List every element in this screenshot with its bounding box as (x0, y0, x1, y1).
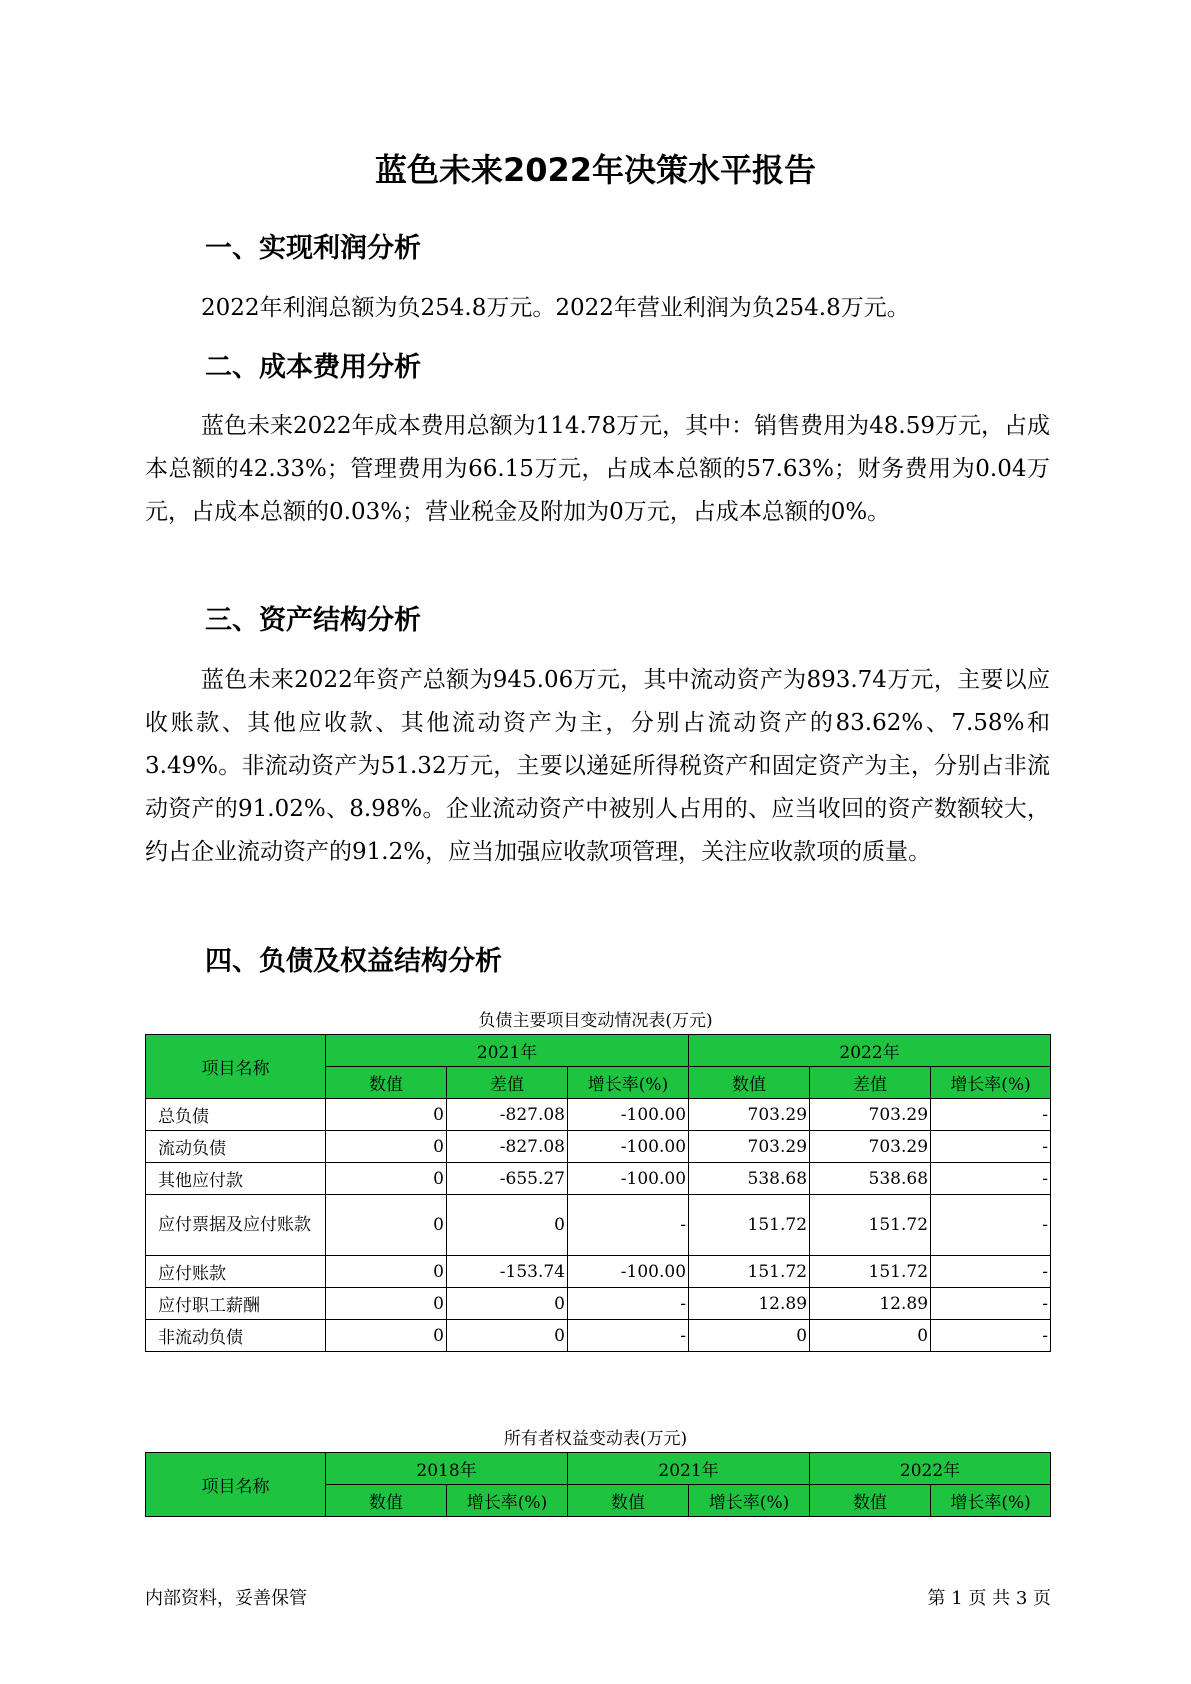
table-row (146, 1131, 1051, 1163)
equity-table (145, 1452, 1051, 1517)
table-subheader: 数值 (326, 1485, 447, 1517)
table-subheader: 数值 (810, 1485, 931, 1517)
section-heading-cost: 二、成本费用分析 (205, 352, 421, 383)
table-cell: 703.29 (810, 1131, 931, 1163)
table-cell: - (568, 1288, 689, 1320)
table-header-item-name: 项目名称 (146, 1035, 326, 1099)
table-cell-item: 应付职工薪酬 (146, 1288, 326, 1320)
table-cell: -100.00 (568, 1131, 689, 1163)
table-cell: -655.27 (447, 1163, 568, 1195)
table-cell: 0 (326, 1256, 447, 1288)
section-paragraph-profit: 2022年利润总额为负254.8万元。2022年营业利润为负254.8万元。 (201, 295, 910, 321)
table-cell: 151.72 (810, 1195, 931, 1256)
table-cell-item: 非流动负债 (146, 1320, 326, 1352)
table-subheader: 差值 (810, 1067, 931, 1099)
table-header-year: 2022年 (810, 1453, 1051, 1485)
table-cell: - (931, 1163, 1051, 1195)
table-cell-item: 其他应付款 (146, 1163, 326, 1195)
table-cell: 0 (326, 1163, 447, 1195)
table-cell: 0 (326, 1131, 447, 1163)
table-cell: - (931, 1195, 1051, 1256)
table-cell: 538.68 (689, 1163, 810, 1195)
table-cell-item: 应付账款 (146, 1256, 326, 1288)
table-cell-item: 总负债 (146, 1099, 326, 1131)
table-subheader: 数值 (689, 1067, 810, 1099)
table-header-year: 2021年 (326, 1035, 689, 1067)
table-cell: - (931, 1131, 1051, 1163)
table-subheader: 增长率(%) (931, 1485, 1051, 1517)
table-cell-item: 流动负债 (146, 1131, 326, 1163)
table-cell: 0 (326, 1195, 447, 1256)
table-cell: - (931, 1099, 1051, 1131)
table-cell: 0 (326, 1099, 447, 1131)
table-subheader: 增长率(%) (689, 1485, 810, 1517)
table-cell: 538.68 (810, 1163, 931, 1195)
table-cell: 12.89 (689, 1288, 810, 1320)
table-cell: -153.74 (447, 1256, 568, 1288)
table-header-year: 2018年 (326, 1453, 568, 1485)
table-subheader: 增长率(%) (931, 1067, 1051, 1099)
section-paragraph-assets: 蓝色未来2022年资产总额为945.06万元，其中流动资产为893.74万元，主要以应收账款、其他应收款、其他流动资产为主，分别占流动资产的83.62%、7.58%和3.49%。非流动资产为51.32万元，主要以递延所得税资产和固定资产为主，分别占非流动资产的91.02%、8.98%。企业流动资产中被别人占用的、应当收回的资产数额较大，约占企业流动资产的91.2%，应当加强应收款项管理，关注应收款项的质量。 (145, 667, 1050, 865)
table-header-item-name: 项目名称 (146, 1453, 326, 1517)
table-subheader: 数值 (326, 1067, 447, 1099)
table-cell: - (568, 1195, 689, 1256)
table-cell: 151.72 (689, 1195, 810, 1256)
table-cell: -100.00 (568, 1099, 689, 1131)
table-cell: 703.29 (689, 1131, 810, 1163)
equity-table-caption: 所有者权益变动表(万元) (503, 1429, 688, 1449)
table-cell: -827.08 (447, 1131, 568, 1163)
table-subheader: 增长率(%) (447, 1485, 568, 1517)
table-cell-item: 应付票据及应付账款 (146, 1195, 326, 1256)
table-cell: 0 (689, 1320, 810, 1352)
section-heading-liabilities: 四、负债及权益结构分析 (205, 946, 502, 977)
section-paragraph-cost: 蓝色未来2022年成本费用总额为114.78万元，其中：销售费用为48.59万元，占成本总额的42.33%；管理费用为66.15万元，占成本总额的57.63%；财务费用为0.04万元，占成本总额的0.03%；营业税金及附加为0万元，占成本总额的0%。 (145, 413, 1050, 525)
table-cell: - (931, 1256, 1051, 1288)
liability-table (145, 1034, 1051, 1352)
table-cell: - (931, 1288, 1051, 1320)
liability-table-caption: 负债主要项目变动情况表(万元) (478, 1011, 713, 1031)
table-cell: - (568, 1320, 689, 1352)
table-cell: 151.72 (810, 1256, 931, 1288)
table-cell: 0 (447, 1320, 568, 1352)
table-cell: 12.89 (810, 1288, 931, 1320)
table-subheader: 增长率(%) (568, 1067, 689, 1099)
table-row (146, 1288, 1051, 1320)
table-cell: 0 (447, 1195, 568, 1256)
table-cell: 703.29 (810, 1099, 931, 1131)
table-cell: -827.08 (447, 1099, 568, 1131)
table-cell: 703.29 (689, 1099, 810, 1131)
table-cell: - (931, 1320, 1051, 1352)
table-row (146, 1256, 1051, 1288)
table-subheader: 差值 (447, 1067, 568, 1099)
table-row (146, 1320, 1051, 1352)
table-cell: 0 (447, 1288, 568, 1320)
table-cell: 0 (326, 1288, 447, 1320)
section-heading-assets: 三、资产结构分析 (205, 605, 421, 636)
table-header-year: 2022年 (689, 1035, 1051, 1067)
table-cell: 151.72 (689, 1256, 810, 1288)
table-row (146, 1163, 1051, 1195)
table-cell: -100.00 (568, 1256, 689, 1288)
table-cell: 0 (810, 1320, 931, 1352)
footer-page-number: 第 1 页 共 3 页 (927, 1588, 1051, 1609)
table-row (146, 1099, 1051, 1131)
footer-confidential-note: 内部资料，妥善保管 (145, 1588, 307, 1609)
table-header-year: 2021年 (568, 1453, 810, 1485)
table-subheader: 数值 (568, 1485, 689, 1517)
section-heading-profit: 一、实现利润分析 (205, 233, 421, 264)
table-cell: -100.00 (568, 1163, 689, 1195)
table-cell: 0 (326, 1320, 447, 1352)
page-title: 蓝色未来2022年决策水平报告 (374, 151, 817, 189)
table-row (146, 1195, 1051, 1256)
